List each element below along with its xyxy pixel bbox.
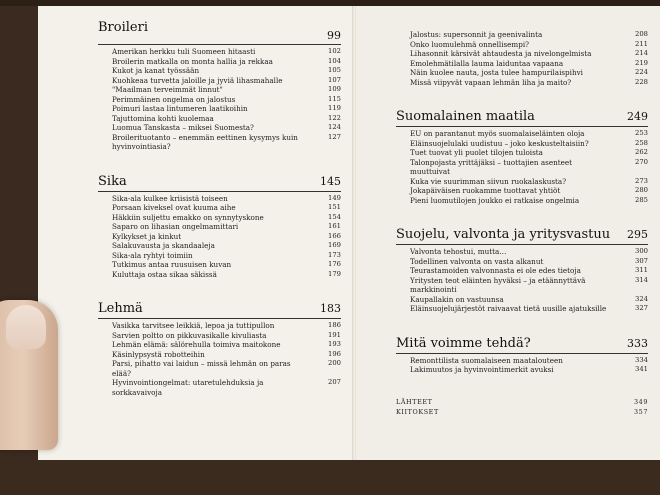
toc-entry: Eläinsuojelujärjestöt raivaavat tietä uusille ajatuksille 327	[410, 304, 648, 313]
toc-entry: Broilerin matkalla on monta hallia ja rekkaa 104	[112, 56, 341, 66]
toc-section-lehma	[98, 301, 341, 397]
entry-list	[98, 318, 341, 397]
toc-entry: Remonttilista suomalaiseen maatalouteen 334	[410, 355, 648, 365]
toc-section-broileri	[98, 20, 341, 152]
toc-entry: Luomua Tanskasta – miksei Suomesta? 124	[112, 123, 341, 132]
section-title: Suomalainen maatila	[396, 109, 535, 124]
toc-entry: Häkkiin suljettu emakko on synnytyskone 154	[112, 212, 341, 222]
toc-entry: Jokapäiväisen ruokamme tuottavat yhtiöt 280	[410, 186, 648, 195]
toc-entry: Kuka vie suurimman siivun ruokalaskusta? 273	[410, 176, 648, 186]
section-title: Sika	[98, 173, 127, 189]
entry-list	[396, 353, 648, 375]
toc-entry: Tutkimus antaa ruusuisen kuvan 176	[112, 260, 341, 269]
entry-list	[98, 44, 341, 152]
entry-list	[396, 126, 648, 205]
toc-entry: Hyvinvointiongelmat: utaretulehduksia ja sorkkavaivoja 207	[112, 378, 341, 397]
toc-entry: Saparo on lihasian ongelmamittari 161	[112, 222, 341, 231]
toc-entry: Porsaan kiveksel ovat kuuma aihe 151	[112, 203, 341, 212]
section-title: Mitä voimme tehdä?	[396, 335, 531, 351]
toc-extra-thanks: KIITOKSET 357	[396, 407, 648, 416]
thumbnail	[6, 305, 46, 349]
section-title: Broileri	[98, 20, 148, 35]
section-page: 99	[327, 29, 341, 42]
section-page: 295	[627, 228, 648, 241]
toc-entry: Parsi, pihatto vai laidun – missä lehmän on paras elää? 200	[112, 359, 341, 378]
toc-entry: Kylkykset ja kinkut 166	[112, 231, 341, 241]
toc-entry: Käsinlypsystä robotteihin 196	[112, 349, 341, 359]
section-title: Lehmä	[98, 301, 143, 316]
toc-entry: Lihasonnit kärsivät ahtaudesta ja nivelongelmista 214	[410, 49, 648, 58]
toc-entry: Teurastamoiden valvonnasta ei ole edes tietoja 311	[410, 266, 648, 275]
toc-entry: Kuluttaja ostaa sikaa säkissä 179	[112, 269, 341, 279]
toc-entry: Emolehmätilalla lauma laiduntaa vapaana 219	[410, 58, 648, 68]
right-page	[356, 6, 660, 460]
toc-section-mita-voimme-tehda	[396, 336, 648, 375]
toc-entry: Tajuttomina kohti kuolemaa 122	[112, 113, 341, 123]
toc-entry: Näin kuolee nauta, josta tulee hampurilaispihvi 224	[410, 68, 648, 77]
entry-list-continued	[396, 30, 648, 87]
toc-entry: "Maailman terveimmät linnut" 109	[112, 85, 341, 94]
toc-entry: Todellinen valvonta on vasta alkanut 307	[410, 256, 648, 266]
toc-entry: Tuet tuovat yli puolet tilojen tuloista 262	[410, 148, 648, 157]
toc-entry: Salakuvausta ja skandaaleja 169	[112, 241, 341, 250]
section-page: 183	[320, 302, 341, 315]
toc-entry: Lehmän elämä: sälörehulla toimiva maitokone 193	[112, 340, 341, 349]
toc-extra-sources: LÄHTEET 349	[396, 397, 648, 406]
toc-entry: Sika-ala kulkee kriisistä toiseen 149	[112, 193, 341, 203]
toc-entry: Kukot ja kanat työssään 105	[112, 66, 341, 75]
toc-section-suojelu	[396, 227, 648, 314]
toc-entry: Onko luomulehmä onnellisempi? 211	[410, 39, 648, 49]
toc-entry: Kaupallakin on vastuunsa 324	[410, 294, 648, 304]
toc-entry: Valvonta tehostui, mutta… 300	[410, 247, 648, 256]
toc-entry: Sika-ala ryhtyi toimiin 173	[112, 250, 341, 260]
toc-entry: Perimmäinen ongelma on jalostus 115	[112, 94, 341, 104]
toc-entry: Missä viipyvät vapaan lehmän liha ja maito? 228	[410, 77, 648, 87]
entry-list	[396, 244, 648, 314]
toc-entry: Talonpojasta yrittäjäksi – tuottajien asenteet muuttuivat 270	[410, 157, 648, 176]
toc-entry: Sarvien poltto on pikkuvasikalle kivuliasta 191	[112, 330, 341, 340]
section-page: 333	[627, 336, 648, 350]
toc-entry: Yritysten teot eläinten hyväksi – ja etäännyttävä markkinointi 314	[410, 275, 648, 294]
desk-surface-bottom	[0, 460, 660, 495]
section-page: 249	[627, 110, 648, 123]
toc-section-sika	[98, 174, 341, 280]
toc-section-maatila	[396, 109, 648, 205]
toc-entry: Kuohkeaa turvetta jaloille ja jyviä lihasmahalle 107	[112, 75, 341, 85]
toc-entry: Broilerituotanto – enemmän eettinen kysymys kuin hyvinvointiasia? 127	[112, 132, 341, 151]
section-title: Suojelu, valvonta ja yritysvastuu	[396, 227, 611, 242]
toc-entry: Pieni luomutilojen joukko ei ratkaise ongelmia 285	[410, 195, 648, 205]
left-page	[38, 6, 355, 460]
toc-entry: Poimuri lastaa lintumeren laatikoihin 119	[112, 104, 341, 113]
toc-entry: Amerikan herkku tuli Suomeen hitaasti 102	[112, 47, 341, 56]
section-page: 145	[320, 174, 341, 188]
toc-entry: Eläinsuojelulaki uudistuu – joko keskusteltaisiin? 258	[410, 138, 648, 148]
toc-entry: Jalostus: supersonnit ja geenivalinta 208	[410, 30, 648, 39]
entry-list	[98, 191, 341, 280]
toc-entry: EU on parantanut myös suomalaiseläinten oloja 253	[410, 129, 648, 138]
toc-entry: Vasikka tarvitsee leikkiä, lepoa ja tuttipullon 186	[112, 321, 341, 330]
toc-entry: Lakimuutos ja hyvinvointimerkit avuksi 341	[410, 365, 648, 374]
